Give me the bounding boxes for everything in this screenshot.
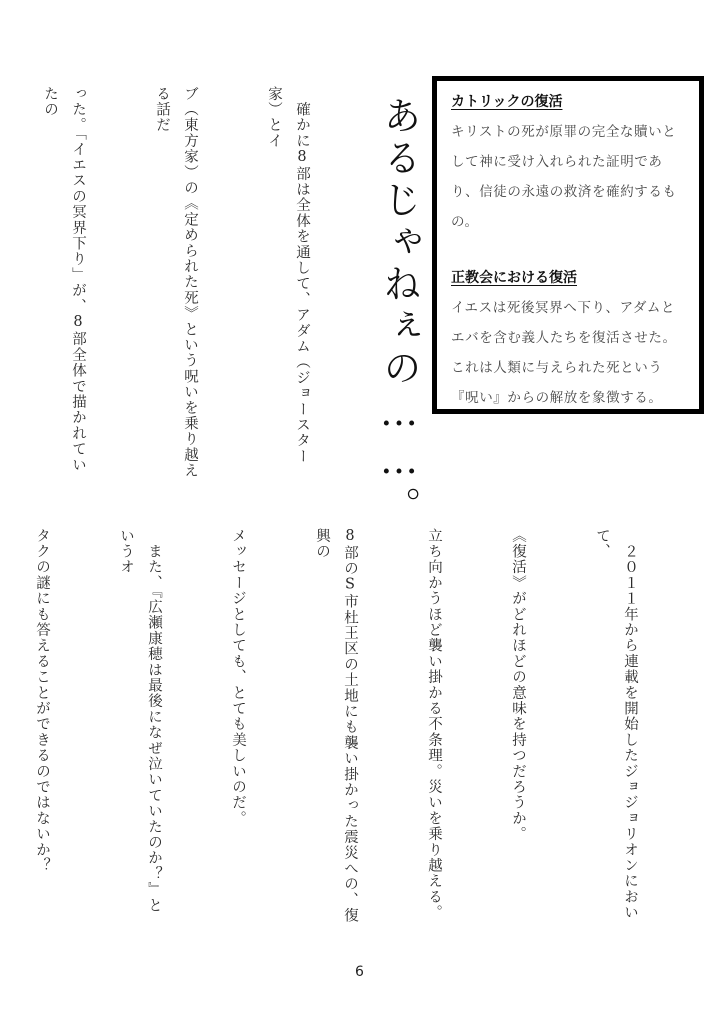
box-section-orthodox bbox=[451, 267, 699, 413]
bottom-body-text bbox=[34, 528, 700, 928]
page-number: 6 bbox=[355, 964, 364, 980]
text-column: った。「イエスの冥界下り」が、8部全体で描かれていたの bbox=[42, 86, 86, 473]
box-line: キリストの死が原罪の完全な贖いと bbox=[451, 124, 677, 140]
text-column: また、『広瀬康穂は最後になぜ泣いていたのか？』というオ bbox=[118, 528, 162, 914]
text-column: 確かに8部は全体を通して、アダム（ジョースター家）とイ bbox=[266, 86, 310, 465]
box-line: エバを含む義人たちを復活させた。 bbox=[451, 330, 677, 346]
box-line: イエスは死後冥界へ下り、アダムと bbox=[451, 300, 676, 316]
text-column: 8部のS市杜王区の土地にも襲い掛かった震災への、復興の bbox=[314, 528, 358, 924]
box-line: これは人類に与えられた死という bbox=[451, 360, 663, 376]
box-line: して神に受け入れられた証明であ bbox=[451, 154, 663, 170]
text-column: 立ち向かうほど襲い掛かる不条理。災いを乗り越える。 bbox=[426, 528, 442, 921]
box-line: の。 bbox=[451, 214, 479, 230]
top-body-text bbox=[42, 86, 372, 486]
box-section-catholic bbox=[451, 91, 699, 237]
box-heading-catholic: カトリックの復活 bbox=[451, 94, 563, 110]
text-column: ２０１１年から連載を開始したジョジョリオンにおいて、 bbox=[594, 528, 638, 921]
text-column: メッセージとしても、とても美しいのだ。 bbox=[230, 528, 246, 827]
text-column: タクの謎にも答えることができるのではないか？ bbox=[34, 528, 50, 874]
info-box bbox=[432, 76, 704, 414]
box-line: り、信徒の永遠の救済を確約するも bbox=[451, 184, 677, 200]
chapter-title: あるじゃねぇの……。 bbox=[377, 96, 421, 528]
text-column: 《復活》がどれほどの意味を持つだろうか。 bbox=[510, 528, 526, 842]
box-heading-orthodox: 正教会における復活 bbox=[451, 270, 577, 286]
text-column: ブ（東方家）の《定められた死》という呪いを乗り越える話だ bbox=[154, 86, 198, 479]
box-line: 『呪い』からの解放を象徴する。 bbox=[451, 390, 663, 406]
